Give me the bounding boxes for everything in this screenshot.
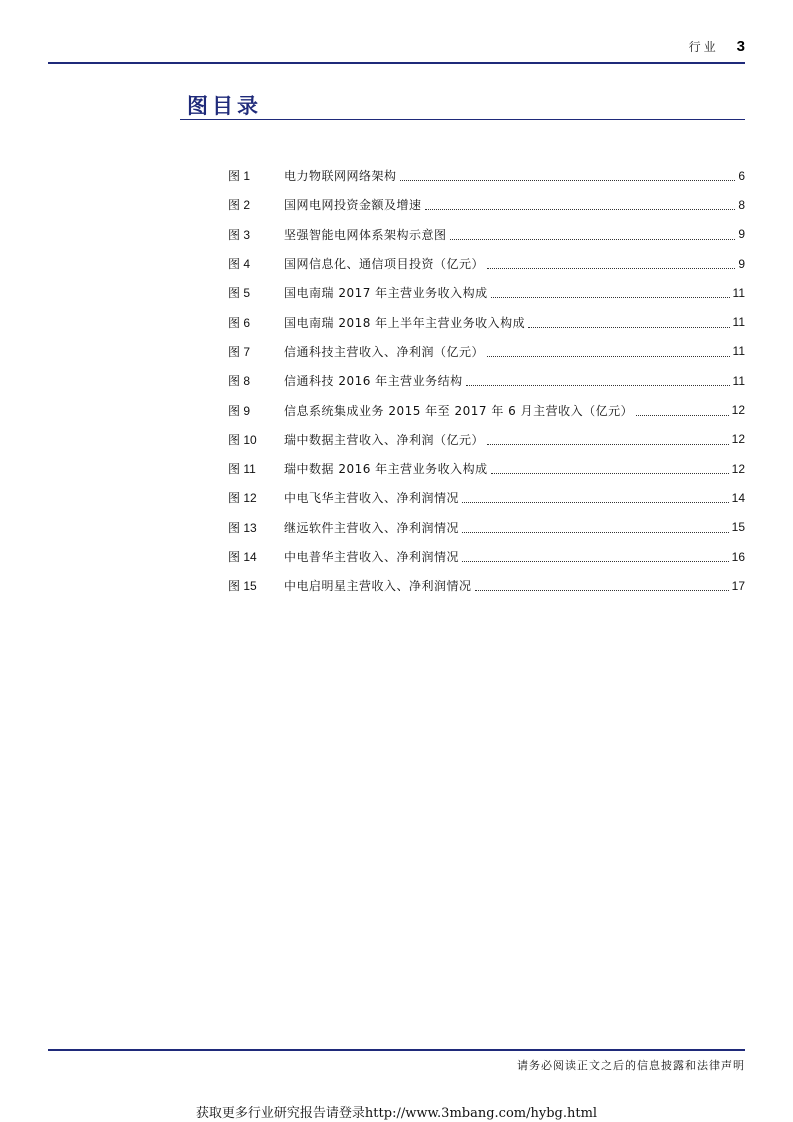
disclaimer-notice: 请务必阅读正文之后的信息披露和法律声明 [517, 1059, 745, 1072]
toc-entry-title: 中电启明星主营收入、净利润情况 [284, 579, 472, 594]
toc-entry-number: 图 8 [228, 374, 251, 389]
toc-entry-number: 图 4 [228, 257, 251, 272]
footer-divider [48, 1049, 745, 1051]
toc-entry[interactable] [228, 366, 745, 395]
header-section-label: 行业 [688, 40, 719, 54]
toc-entry[interactable] [228, 571, 745, 600]
toc-entry[interactable] [228, 278, 745, 307]
figure-list [228, 161, 745, 600]
toc-leader-dots [487, 356, 730, 357]
toc-entry-title: 中电普华主营收入、净利润情况 [284, 550, 460, 564]
toc-leader-dots [462, 561, 729, 562]
header-divider [48, 62, 745, 64]
toc-entry-page: 17 [731, 578, 745, 593]
toc-entry-number: 图 1 [228, 169, 251, 184]
toc-entry-page: 9 [738, 227, 745, 242]
toc-entry-number: 图 15 [228, 579, 257, 594]
page-header [689, 38, 745, 55]
toc-entry-page: 11 [732, 315, 745, 330]
toc-leader-dots [636, 415, 729, 416]
toc-entry-title: 继远软件主营收入、净利润情况 [284, 520, 460, 535]
toc-entry-number: 图 11 [228, 462, 256, 477]
toc-entry[interactable] [228, 542, 745, 571]
toc-entry[interactable] [228, 454, 745, 483]
toc-entry-title: 国网电网投资金额及增速 [284, 198, 422, 213]
toc-entry[interactable] [228, 425, 745, 454]
toc-leader-dots [462, 502, 729, 503]
download-link[interactable]: 获取更多行业研究报告请登录http://www.3mbang.com/hybg.html [195, 1106, 598, 1121]
toc-title: 图目录 [187, 94, 262, 118]
toc-entry-page: 9 [738, 256, 745, 271]
toc-entry-number: 图 3 [228, 227, 251, 242]
toc-leader-dots [475, 590, 729, 591]
page-number: 3 [736, 38, 745, 55]
toc-entry-page: 14 [731, 490, 745, 505]
toc-entry-number: 图 6 [228, 315, 251, 330]
toc-entry-page: 11 [732, 373, 745, 388]
toc-entry-number: 图 13 [228, 520, 257, 535]
toc-entry-title: 信通科技 2016 年主营业务结构 [284, 374, 463, 389]
toc-entry-page: 6 [738, 168, 745, 183]
toc-entry-title: 瑞中数据主营收入、净利润（亿元） [284, 432, 485, 447]
toc-entry-number: 图 2 [228, 198, 251, 213]
toc-entry-number: 图 10 [228, 432, 257, 447]
toc-entry-page: 12 [731, 403, 745, 418]
toc-entry[interactable] [228, 249, 745, 278]
toc-entry-title: 国电南瑞 2017 年主营业务收入构成 [284, 286, 488, 301]
toc-entry-title: 中电飞华主营收入、净利润情况 [284, 491, 460, 506]
toc-entry[interactable] [228, 161, 745, 190]
toc-entry-page: 11 [732, 344, 745, 359]
toc-entry-title: 国网信息化、通信项目投资（亿元） [284, 257, 485, 272]
toc-entry-number: 图 14 [228, 550, 257, 564]
toc-entry[interactable] [228, 483, 745, 512]
toc-leader-dots [487, 268, 735, 269]
toc-entry-title: 信息系统集成业务 2015 年至 2017 年 6 月主营收入（亿元） [284, 403, 634, 418]
toc-leader-dots [491, 297, 730, 298]
toc-leader-dots [466, 385, 730, 386]
toc-leader-dots [491, 473, 729, 474]
toc-entry-page: 16 [731, 549, 745, 564]
toc-entry[interactable] [228, 307, 745, 336]
toc-entry-title: 国电南瑞 2018 年上半年主营业务收入构成 [284, 315, 526, 330]
toc-leader-dots [487, 444, 729, 445]
toc-entry[interactable] [228, 220, 745, 249]
toc-entry-title: 电力物联网网络架构 [284, 169, 397, 184]
toc-entry[interactable] [228, 513, 745, 542]
toc-leader-dots [528, 327, 729, 328]
toc-leader-dots [425, 209, 736, 210]
toc-entry-page: 12 [731, 461, 745, 476]
toc-entry-number: 图 5 [228, 286, 251, 301]
title-divider [180, 119, 745, 120]
toc-entry-title: 瑞中数据 2016 年主营业务收入构成 [284, 462, 488, 477]
toc-entry-page: 11 [732, 285, 745, 300]
toc-leader-dots [450, 239, 736, 240]
toc-entry[interactable] [228, 190, 745, 219]
toc-entry-page: 8 [738, 197, 745, 212]
toc-entry-title: 坚强智能电网体系架构示意图 [284, 227, 447, 242]
toc-entry[interactable] [228, 395, 745, 424]
toc-entry-title: 信通科技主营收入、净利润（亿元） [284, 344, 485, 359]
toc-leader-dots [462, 532, 729, 533]
toc-entry[interactable] [228, 337, 745, 366]
toc-entry-page: 15 [731, 520, 745, 535]
toc-entry-number: 图 7 [228, 344, 251, 359]
toc-entry-number: 图 9 [228, 403, 251, 418]
toc-entry-page: 12 [731, 432, 745, 447]
toc-entry-number: 图 12 [228, 491, 257, 506]
toc-leader-dots [400, 180, 736, 181]
